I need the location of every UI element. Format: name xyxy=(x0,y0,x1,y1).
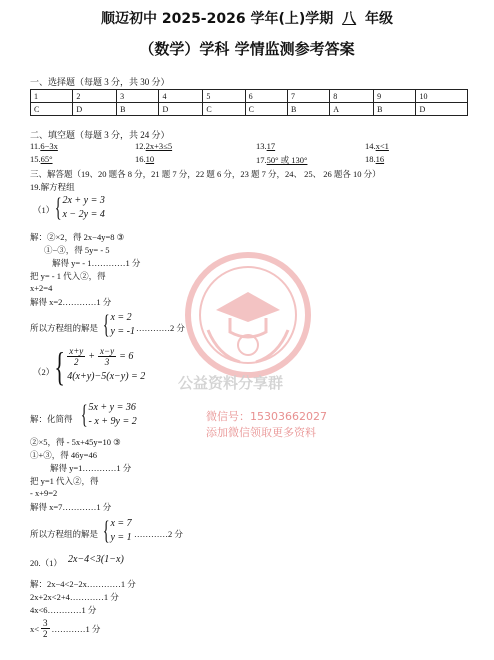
fill-item-number: 18. xyxy=(365,154,376,164)
simp-eq1: 5x + y = 36 xyxy=(88,402,136,413)
table-cell-answer: C xyxy=(245,103,287,116)
p1-line-2: 解得 y= - 1…………1 分 xyxy=(52,258,141,268)
table-cell-answer: B xyxy=(374,103,416,116)
table-cell-number: 2 xyxy=(73,90,117,103)
table-cell-answer: D xyxy=(159,103,203,116)
fraction-1 xyxy=(67,346,85,367)
q20-frac-num: 3 xyxy=(43,618,48,628)
sol2-x: x = 7 xyxy=(110,518,132,529)
p1-line-1: ①−③，得 5y= - 5 xyxy=(44,245,110,255)
sol1-x: x = 2 xyxy=(110,312,132,323)
solution-system-2 xyxy=(100,517,132,545)
fill-item-answer: 17 xyxy=(266,141,276,151)
table-cell-number: 7 xyxy=(287,90,329,103)
q20-line-0: 解：2x−4<2−2x…………1 分 xyxy=(30,579,136,589)
simplified-system xyxy=(78,401,137,429)
sys1-eq1: 2x + y = 3 xyxy=(62,195,105,206)
sys2-eq2: 4(x+y)−5(x−y) = 2 xyxy=(67,371,146,382)
fill-item-number: 13. xyxy=(256,141,267,151)
fill-item xyxy=(256,141,275,151)
p2-line-2: 解得 y=1…………1 分 xyxy=(50,463,132,473)
grade-blank: 八 xyxy=(342,11,357,27)
conclude-label-2: 所以方程组的解是 xyxy=(30,529,99,539)
brace-icon: { xyxy=(80,400,88,429)
part1-label: （1） xyxy=(33,205,55,215)
p1-line-5: 解得 x=2…………1 分 xyxy=(30,297,112,307)
fill-item xyxy=(30,154,53,164)
fill-item xyxy=(365,141,389,151)
q20-frac-den: 2 xyxy=(43,629,48,639)
sol1-y: y = -1 xyxy=(110,326,136,337)
q19-title: 19.解方程组 xyxy=(30,182,75,192)
fill-item-number: 15. xyxy=(30,154,41,164)
p2-line-5: 解得 x=7…………1 分 xyxy=(30,502,112,512)
simplify-label: 解：化简得 xyxy=(30,414,73,424)
q20-final-prefix: x< xyxy=(30,623,40,634)
fill-item xyxy=(135,154,154,164)
fill-item-answer: 10 xyxy=(145,154,155,164)
fill-item-number: 12. xyxy=(135,141,146,151)
table-cell-answer: C xyxy=(31,103,73,116)
fill-item-number: 11. xyxy=(30,141,41,151)
fill-item-answer: 65° xyxy=(40,154,53,164)
part2-label: （2） xyxy=(33,367,55,377)
fill-item xyxy=(30,141,58,151)
table-cell-number: 8 xyxy=(330,90,374,103)
p1-line-4: x+2=4 xyxy=(30,283,53,293)
simp-eq2: - x + 9y = 2 xyxy=(88,416,137,427)
q20-title: 20.（1） xyxy=(30,558,62,568)
p2-line-4: - x+9=2 xyxy=(30,488,58,498)
sys2-eq1 xyxy=(67,346,145,367)
p1-line-0: 解：②×2，得 2x−4y=8 ③ xyxy=(30,232,125,242)
title-suffix: 年级 xyxy=(365,11,394,27)
sol1-score: …………2 分 xyxy=(136,323,185,333)
fill-item-number: 14. xyxy=(365,141,376,151)
sys1-eq2: x − 2y = 4 xyxy=(62,209,105,220)
brace-icon: { xyxy=(54,193,62,222)
table-row-answers xyxy=(31,103,468,116)
q20-final-score: …………1 分 xyxy=(51,623,101,634)
solution-system-1 xyxy=(100,311,135,339)
table-cell-answer: B xyxy=(117,103,159,116)
q20-fraction xyxy=(41,618,50,639)
table-cell-number: 6 xyxy=(245,90,287,103)
fill-item-number: 16. xyxy=(135,154,146,164)
fill-item xyxy=(135,141,172,151)
q20-inequality: 2x−4<3(1−x) xyxy=(68,554,124,565)
q20-line-2: 4x<6…………1 分 xyxy=(30,605,97,615)
fill-item-answer: 16 xyxy=(375,154,385,164)
table-cell-answer: D xyxy=(416,103,468,116)
watermark-wechat: 微信号：15303662027 xyxy=(206,410,327,423)
brace-icon: { xyxy=(54,343,65,389)
q20-final xyxy=(30,618,100,639)
fraction-2 xyxy=(98,346,116,367)
table-cell-answer: C xyxy=(203,103,245,116)
p2-line-1: ①+③，得 46y=46 xyxy=(30,450,97,460)
frac2-numerator: x−y xyxy=(100,346,115,356)
fill-item-number: 17. xyxy=(256,155,267,165)
table-row-numbers xyxy=(31,90,468,103)
q20-line-1: 2x+2x<2+4…………1 分 xyxy=(30,592,119,602)
brace-icon: { xyxy=(102,516,110,545)
table-cell-number: 9 xyxy=(374,90,416,103)
table-cell-number: 3 xyxy=(117,90,159,103)
watermark-emblem-icon xyxy=(178,250,318,380)
section3-heading: 三、解答题（19、20 题各 8 分，21 题 7 分，22 题 6 分，23 题 7 分，24、 25、 26 题各 10 分） xyxy=(30,169,381,179)
fill-item-answer: 2x+3≤5 xyxy=(145,141,173,151)
watermark-tagline: 添加微信领取更多资料 xyxy=(206,426,316,439)
section2-heading: 二、填空题（每题 3 分，共 24 分） xyxy=(30,130,170,140)
equals-six: = 6 xyxy=(119,350,134,362)
fill-item-answer: x<1 xyxy=(375,141,389,151)
fill-item xyxy=(365,154,384,164)
table-cell-answer: B xyxy=(287,103,329,116)
table-cell-number: 1 xyxy=(31,90,73,103)
title-line-2: （数学）学科 学情监测参考答案 xyxy=(139,40,355,58)
section1-heading: 一、选择题（每题 3 分，共 30 分） xyxy=(30,77,170,87)
fill-item-answer: 50° 或 130° xyxy=(266,155,308,165)
title-line-1 xyxy=(0,8,494,28)
p2-line-0: ②×5，得 - 5x+45y=10 ③ xyxy=(30,437,121,447)
conclude-label-1: 所以方程组的解是 xyxy=(30,323,99,333)
brace-icon: { xyxy=(102,310,110,339)
title-prefix: 顺迈初中 2025-2026 学年(上)学期 xyxy=(100,11,334,27)
watermark-brand: 公益资料分享群 xyxy=(178,374,284,392)
frac2-denominator: 3 xyxy=(104,357,110,367)
fill-item xyxy=(256,154,307,166)
table-cell-number: 10 xyxy=(416,90,468,103)
plus-sign: + xyxy=(88,350,96,362)
sol2-y: y = 1 xyxy=(110,532,132,543)
table-cell-answer: A xyxy=(330,103,374,116)
frac1-numerator: x+y xyxy=(69,346,84,356)
p2-line-3: 把 y=1 代入②，得 xyxy=(30,476,99,486)
table-cell-number: 5 xyxy=(203,90,245,103)
p1-line-3: 把 y= - 1 代入②，得 xyxy=(30,271,106,281)
equation-system-1 xyxy=(52,194,105,222)
table-cell-answer: D xyxy=(73,103,117,116)
sol2-score: …………2 分 xyxy=(134,529,183,539)
fill-item-answer: 6−3x xyxy=(40,141,58,151)
frac1-denominator: 2 xyxy=(73,357,79,367)
choice-answer-table xyxy=(30,89,468,116)
table-cell-number: 4 xyxy=(159,90,203,103)
equation-system-2 xyxy=(50,343,146,389)
